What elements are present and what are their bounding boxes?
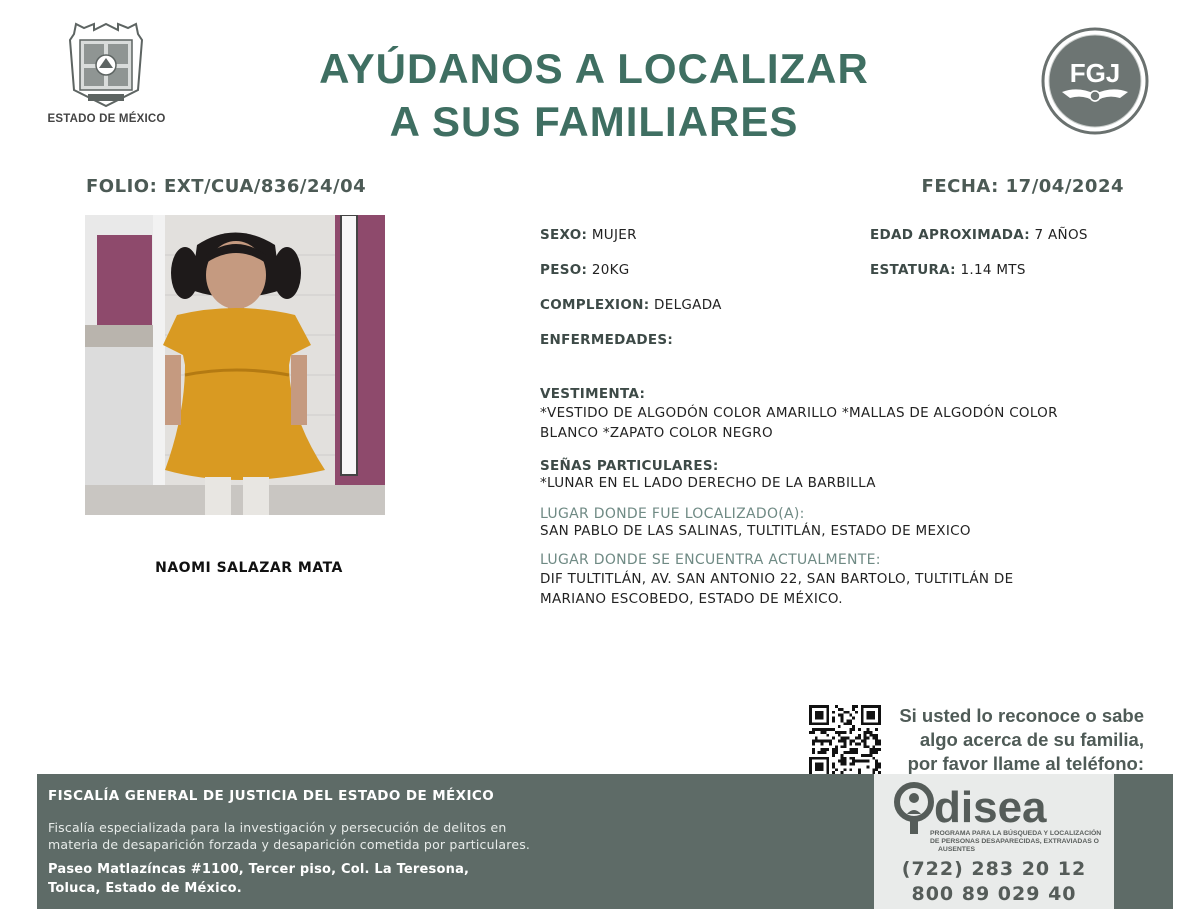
agency-address-line-1: Paseo Matlazíncas #1100, Tercer piso, Col. La Teresona, <box>48 862 470 877</box>
odisea-subtitle-line-3: AUSENTES <box>938 846 976 853</box>
call-line-1: Si usted lo reconoce o sabe <box>899 705 1144 726</box>
vestimenta-line-2: BLANCO *ZAPATO COLOR NEGRO <box>540 425 773 441</box>
peso-field <box>540 262 630 278</box>
lugar-actual-line-2: MARIANO ESCOBEDO, ESTADO DE MÉXICO. <box>540 591 843 607</box>
estado-de-mexico-logo <box>44 20 169 130</box>
edad-field <box>870 227 1088 243</box>
complexion-field <box>540 297 722 313</box>
lugar-localizado-value: SAN PABLO DE LAS SALINAS, TULTITLÁN, ESTADO DE MEXICO <box>540 523 971 539</box>
person-name: NAOMI SALAZAR MATA <box>155 560 343 576</box>
person-photo <box>85 215 385 515</box>
lugar-localizado-label: LUGAR DONDE FUE LOCALIZADO(A): <box>540 506 805 522</box>
call-to-action <box>878 704 1144 776</box>
agency-address <box>48 860 648 898</box>
phone-number-1[interactable]: (722) 283 20 12 <box>901 858 1087 880</box>
page-title <box>260 42 928 148</box>
senas-block <box>540 458 1140 491</box>
enfermedades-label: ENFERMEDADES: <box>540 332 674 348</box>
peso-label: PESO: <box>540 262 588 278</box>
agency-name: FISCALÍA GENERAL DE JUSTICIA DEL ESTADO DE MÉXICO <box>48 788 495 804</box>
call-line-3: por favor llame al teléfono: <box>907 753 1144 774</box>
peso-value: 20KG <box>591 262 630 278</box>
estatura-value: 1.14 MTS <box>960 262 1026 278</box>
agency-description <box>48 819 648 853</box>
call-line-2: algo acerca de su familia, <box>919 729 1144 750</box>
coat-of-arms-icon <box>66 20 146 110</box>
edad-value: 7 AÑOS <box>1034 227 1088 243</box>
odisea-subtitle-line-1: PROGRAMA PARA LA BÚSQUEDA Y LOCALIZACIÓN <box>930 830 1102 837</box>
odisea-subtitle-line-2: DE PERSONAS DESAPARECIDAS, EXTRAVIADAS O <box>930 838 1099 845</box>
vestimenta-block <box>540 386 1140 443</box>
lugar-actual-line-1: DIF TULTITLÁN, AV. SAN ANTONIO 22, SAN BARTOLO, TULTITLÁN DE <box>540 571 1014 587</box>
odisea-contact-box <box>874 774 1114 909</box>
lugar-actual-block <box>540 552 1140 609</box>
odisea-brand: disea <box>934 783 1047 832</box>
complexion-label: COMPLEXION: <box>540 297 650 313</box>
vestimenta-label: VESTIMENTA: <box>540 386 646 402</box>
title-line-2: A SUS FAMILIARES <box>389 98 799 145</box>
lugar-localizado-block <box>540 506 1140 539</box>
sexo-label: SEXO: <box>540 227 588 243</box>
lugar-actual-label: LUGAR DONDE SE ENCUENTRA ACTUALMENTE: <box>540 552 881 568</box>
complexion-value: DELGADA <box>654 297 722 313</box>
agency-description-line-2: materia de desaparición forzada y desaparición cometida por particulares. <box>48 837 531 852</box>
phone-number-2[interactable]: 800 89 029 40 <box>911 883 1077 905</box>
title-line-1: AYÚDANOS A LOCALIZAR <box>319 45 869 92</box>
fgj-text: FGJ <box>1069 58 1121 88</box>
edad-label: EDAD APROXIMADA: <box>870 227 1030 243</box>
sexo-value: MUJER <box>591 227 637 243</box>
qr-code-icon <box>809 705 881 777</box>
vestimenta-line-1: *VESTIDO DE ALGODÓN COLOR AMARILLO *MALLAS DE ALGODÓN COLOR <box>540 405 1058 421</box>
fgj-logo <box>1040 26 1150 136</box>
odisea-subtitle <box>930 830 1108 854</box>
report-date: FECHA: 17/04/2024 <box>921 176 1124 197</box>
estatura-label: ESTATURA: <box>870 262 956 278</box>
agency-description-line-1: Fiscalía especializada para la investigación y persecución de delitos en <box>48 820 507 835</box>
logo-caption: ESTADO DE MÉXICO <box>47 113 166 125</box>
enfermedades-field <box>540 332 673 348</box>
folio-number: FOLIO: EXT/CUA/836/24/04 <box>86 176 367 197</box>
senas-value: *LUNAR EN EL LADO DERECHO DE LA BARBILLA <box>540 475 876 491</box>
sexo-field <box>540 227 637 243</box>
odisea-logo <box>874 774 1114 834</box>
senas-label: SEÑAS PARTICULARES: <box>540 458 719 474</box>
estatura-field <box>870 262 1026 278</box>
fgj-seal-icon <box>1040 26 1150 136</box>
agency-address-line-2: Toluca, Estado de México. <box>48 881 242 896</box>
qr-code[interactable] <box>809 705 881 777</box>
